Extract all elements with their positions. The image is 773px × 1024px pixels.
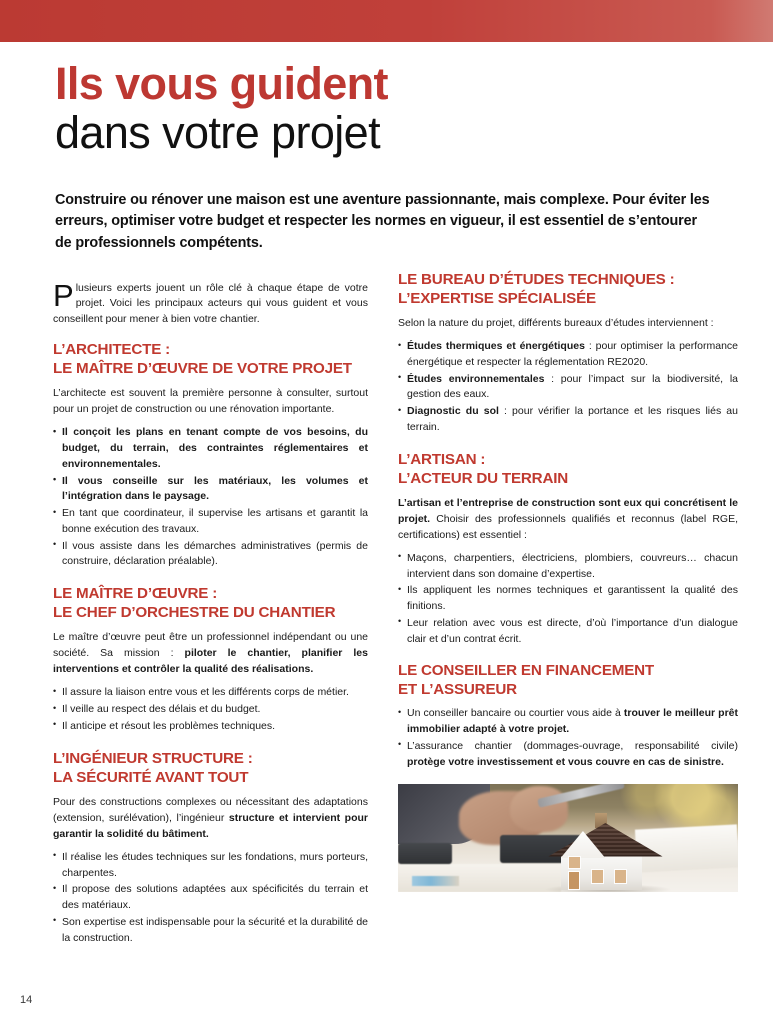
section-conseiller-financement xyxy=(398,661,738,770)
section-conseiller-financement-bullets xyxy=(398,706,738,770)
heading-line-2: LA SÉCURITÉ AVANT TOUT xyxy=(53,768,249,786)
section-maitre-doeuvre-heading xyxy=(53,584,368,622)
lede-paragraph: Construire ou rénover une maison est une aventure passionnante, mais complexe. Pour éviter les erreurs, optimiser votre budget et respecter les normes en vigueur, il est essentiel de s’entourer de professionnels compétents. xyxy=(55,192,710,251)
section-architecte xyxy=(53,340,368,570)
photo-model-house xyxy=(554,810,656,890)
paragraph-plain: Le maître d’œuvre peut être un professionnel indépendant ou une société. Sa mission : xyxy=(53,631,368,660)
house-door xyxy=(568,871,580,890)
list-item-bold: trouver le meilleur prêt immobilier adapté à votre projet. xyxy=(407,707,739,735)
section-ingenieur-structure xyxy=(53,749,368,947)
house-window xyxy=(568,856,581,870)
section-architecte-heading xyxy=(53,340,368,378)
section-artisan xyxy=(398,450,738,648)
section-maitre-doeuvre-paragraph xyxy=(53,629,368,677)
left-column xyxy=(35,270,368,960)
list-item xyxy=(398,372,738,404)
list-item xyxy=(398,706,738,738)
heading-line-1: L’ARCHITECTE : xyxy=(53,341,171,359)
heading-line-1: L’INGÉNIEUR STRUCTURE : xyxy=(53,749,253,767)
heading-line-2: LE MAÎTRE D’ŒUVRE DE VOTRE PROJET xyxy=(53,360,352,378)
list-item xyxy=(398,404,738,436)
paragraph-bold: L’artisan et l’entreprise de construction sont eux qui concrétisent le projet. xyxy=(398,496,738,525)
finance-photo xyxy=(398,784,738,892)
list-item-rest: : pour optimiser la performance énergétique et respecter la réglementation RE2020. xyxy=(407,340,739,368)
list-item: • Son expertise est indispensable pour la sécurité et la durabilité de la construction. xyxy=(53,915,368,947)
house-window xyxy=(614,869,627,884)
section-bureau-etudes-heading xyxy=(398,270,738,308)
list-item: • Ils appliquent les normes techniques et garantissent la qualité des finitions. xyxy=(398,583,738,615)
list-item-bold: protège votre investissement et vous couvre en cas de sinistre. xyxy=(407,755,724,768)
list-item-lead: Études thermiques et énergétiques xyxy=(407,340,585,353)
photo-chart-print xyxy=(412,876,460,886)
paragraph-bold: structure et intervient pour garantir la solidité du bâtiment. xyxy=(53,811,368,840)
list-item: • Maçons, charpentiers, électriciens, plombiers, couvreurs… chacun intervient dans son domaine d’expertise. xyxy=(398,551,738,583)
list-item-rest: : pour l’impact sur la biodiversité, la gestion des eaux. xyxy=(407,372,739,401)
drop-cap: P xyxy=(53,277,74,313)
section-artisan-paragraph xyxy=(398,495,738,543)
section-bureau-etudes-paragraph: Selon la nature du projet, différents bureaux d’études interviennent : xyxy=(398,317,714,329)
masthead xyxy=(55,60,745,158)
two-column-body xyxy=(0,270,773,960)
section-ingenieur-structure-paragraph xyxy=(53,794,368,842)
photo-canvas xyxy=(398,784,738,892)
list-item xyxy=(398,339,738,371)
list-item: • Il anticipe et résout les problèmes techniques. xyxy=(53,719,368,735)
list-item: • Il propose des solutions adaptées aux spécificités du terrain et des matériaux. xyxy=(53,882,368,914)
section-bureau-etudes-bullets xyxy=(398,339,738,436)
list-item: • Il veille au respect des délais et du budget. xyxy=(53,702,368,718)
paragraph-plain: Pour des constructions complexes ou nécessitant des adaptations (extension, surélévation), l’ingénieur xyxy=(53,795,368,824)
list-item: • Leur relation avec vous est directe, d’où l’importance d’un dialogue clair et d’un contrat écrit. xyxy=(398,616,738,648)
heading-line-1: L’ARTISAN : xyxy=(398,450,486,468)
section-ingenieur-structure-bullets xyxy=(53,850,368,947)
paragraph-bold: piloter le chantier, planifier les interventions et contrôler la qualité des réalisations. xyxy=(53,647,368,676)
heading-line-1: LE CONSEILLER EN FINANCEMENT xyxy=(398,662,654,680)
heading-line-2: LE CHEF D’ORCHESTRE DU CHANTIER xyxy=(53,604,336,622)
intro-paragraph-text: lusieurs experts jouent un rôle clé à chaque étape de votre projet. Voici les principaux acteurs qui vous guident et vous conseillent pour mener à bien votre chantier. xyxy=(53,281,368,326)
intro-paragraph xyxy=(53,277,368,329)
section-artisan-bullets xyxy=(398,551,738,648)
list-item-rest: : pour vérifier la portance et les risques liés au terrain. xyxy=(407,405,738,433)
page-title-line-1: Ils vous guident xyxy=(55,58,388,109)
paragraph-plain: Choisir des professionnels qualifiés et reconnus (label RGE, certifications) est essentiel : xyxy=(398,512,738,541)
section-maitre-doeuvre-bullets xyxy=(53,685,368,734)
heading-line-2: L’ACTEUR DU TERRAIN xyxy=(398,469,569,487)
list-item: • Il vous conseille sur les matériaux, les volumes et l’intégration dans le paysage. xyxy=(53,474,368,506)
list-item: • Il assure la liaison entre vous et les différents corps de métier. xyxy=(53,685,368,701)
section-artisan-heading xyxy=(398,450,738,488)
list-item: • En tant que coordinateur, il supervise les artisans et garantit la bonne exécution des travaux. xyxy=(53,506,368,538)
house-window xyxy=(591,869,604,884)
section-architecte-bullets xyxy=(53,425,368,570)
heading-line-1: LE BUREAU D’ÉTUDES TECHNIQUES : xyxy=(398,271,675,288)
page-title-line-2: dans votre projet xyxy=(55,107,380,159)
section-maitre-doeuvre xyxy=(53,584,368,734)
list-item-plain: L’assurance chantier (dommages-ouvrage, responsabilité civile) xyxy=(407,739,738,752)
photo-calculator-left xyxy=(398,843,452,865)
list-item: • Il conçoit les plans en tenant compte de vos besoins, du budget, du terrain, des contraintes réglementaires et environnementales. xyxy=(53,425,368,472)
section-architecte-paragraph: L’architecte est souvent la première personne à consulter, surtout pour un projet de construction ou une rénovation importante. xyxy=(53,387,368,416)
section-ingenieur-structure-heading xyxy=(53,749,368,787)
top-red-banner xyxy=(0,0,773,42)
list-item-lead: Diagnostic du sol xyxy=(407,405,499,418)
right-column xyxy=(390,270,738,960)
section-conseiller-financement-heading xyxy=(398,661,738,699)
house-roof-shingles xyxy=(548,823,662,857)
heading-line-2: L’EXPERTISE SPÉCIALISÉE xyxy=(398,290,596,307)
list-item-plain: Un conseiller bancaire ou courtier vous aide à xyxy=(407,707,624,720)
page-number: 14 xyxy=(20,994,33,1006)
list-item: • Il vous assiste dans les démarches administratives (permis de construire, déclaration préalable). xyxy=(53,539,368,571)
list-item xyxy=(398,739,738,771)
list-item: • Il réalise les études techniques sur les fondations, murs porteurs, charpentes. xyxy=(53,850,368,882)
list-item-lead: Études environnementales xyxy=(407,372,545,385)
heading-line-2: ET L’ASSUREUR xyxy=(398,681,517,699)
page-content xyxy=(0,42,773,1024)
section-bureau-etudes xyxy=(398,270,738,436)
heading-line-1: LE MAÎTRE D’ŒUVRE : xyxy=(53,585,218,603)
